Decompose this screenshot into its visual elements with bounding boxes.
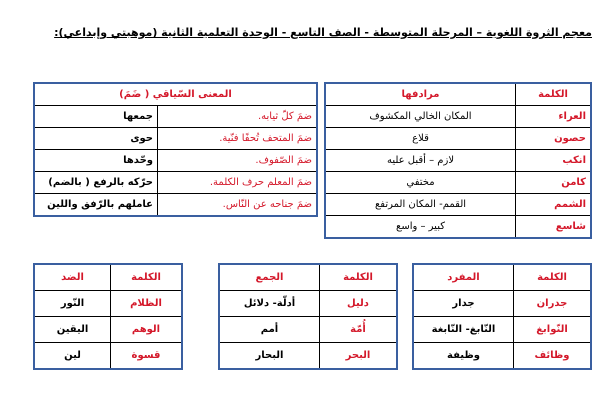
word-cell: الظلام <box>111 291 183 317</box>
word-cell: كامن <box>516 172 592 194</box>
meaning-cell: حرّكه بالرفع ( بالضم) <box>34 172 158 194</box>
word-cell: البحر <box>320 343 398 370</box>
word-cell: النّوابغ <box>514 317 592 343</box>
word-cell: أُمّة <box>320 317 398 343</box>
plural-cell: أمم <box>219 317 320 343</box>
synonyms-table <box>324 82 592 239</box>
word-cell: الشمم <box>516 194 592 216</box>
meaning-cell: جمعها <box>34 106 158 128</box>
synonym-cell: المكان الخالي المكشوف <box>325 106 516 128</box>
antonym-cell: لين <box>34 343 111 370</box>
page-title: معجم الثروة اللغوية – المرحلة المتوسطة - الصف التاسع - الوحدة التعلمية الثانية (موهبتي وإبداعي): <box>54 26 592 39</box>
header-word: الكلمة <box>320 264 398 291</box>
word-cell: دليل <box>320 291 398 317</box>
word-cell: حصون <box>516 128 592 150</box>
word-cell: العراء <box>516 106 592 128</box>
singular-cell: وظيفة <box>413 343 514 370</box>
plural-table <box>218 263 398 370</box>
word-cell: انكب <box>516 150 592 172</box>
antonym-cell: النّور <box>34 291 111 317</box>
sentence-cell: ضمَ المعلم حرف الكلمة. <box>158 172 318 194</box>
meaning-cell: عاملهم بالرّفق واللين <box>34 194 158 217</box>
meaning-cell: حوى <box>34 128 158 150</box>
synonym-cell: لازم – أقبل عليه <box>325 150 516 172</box>
sentence-cell: ضمَ جناحه عن النّاس. <box>158 194 318 217</box>
header-antonym: الضد <box>34 264 111 291</box>
plural-cell: أدلّة- دلائل <box>219 291 320 317</box>
context-header: المعنى السّياقي ( ضَمَ) <box>34 83 317 106</box>
synonym-cell: قلاع <box>325 128 516 150</box>
antonyms-table <box>33 263 183 370</box>
header-plural: الجمع <box>219 264 320 291</box>
synonym-cell: القمم- المكان المرتفع <box>325 194 516 216</box>
antonym-cell: اليقين <box>34 317 111 343</box>
synonym-cell: كبير – واسع <box>325 216 516 239</box>
plural-cell: البحار <box>219 343 320 370</box>
singular-table <box>412 263 592 370</box>
word-cell: جدران <box>514 291 592 317</box>
sentence-cell: ضمَ الصّفوف. <box>158 150 318 172</box>
header-word: الكلمة <box>111 264 183 291</box>
header-word: الكلمة <box>514 264 592 291</box>
synonym-cell: مختفي <box>325 172 516 194</box>
singular-cell: جدار <box>413 291 514 317</box>
word-cell: وظائف <box>514 343 592 370</box>
sentence-cell: ضمَ المتحف تُحفًا فنّية. <box>158 128 318 150</box>
word-cell: شاسع <box>516 216 592 239</box>
context-meaning-table <box>33 82 318 217</box>
word-cell: قسوة <box>111 343 183 370</box>
singular-cell: النّابغ- النّابغة <box>413 317 514 343</box>
header-singular: المفرد <box>413 264 514 291</box>
header-synonym: مرادفها <box>325 83 516 106</box>
word-cell: الوهم <box>111 317 183 343</box>
sentence-cell: ضمَ كلّ ثيابه. <box>158 106 318 128</box>
meaning-cell: وحّدها <box>34 150 158 172</box>
header-word: الكلمة <box>516 83 592 106</box>
